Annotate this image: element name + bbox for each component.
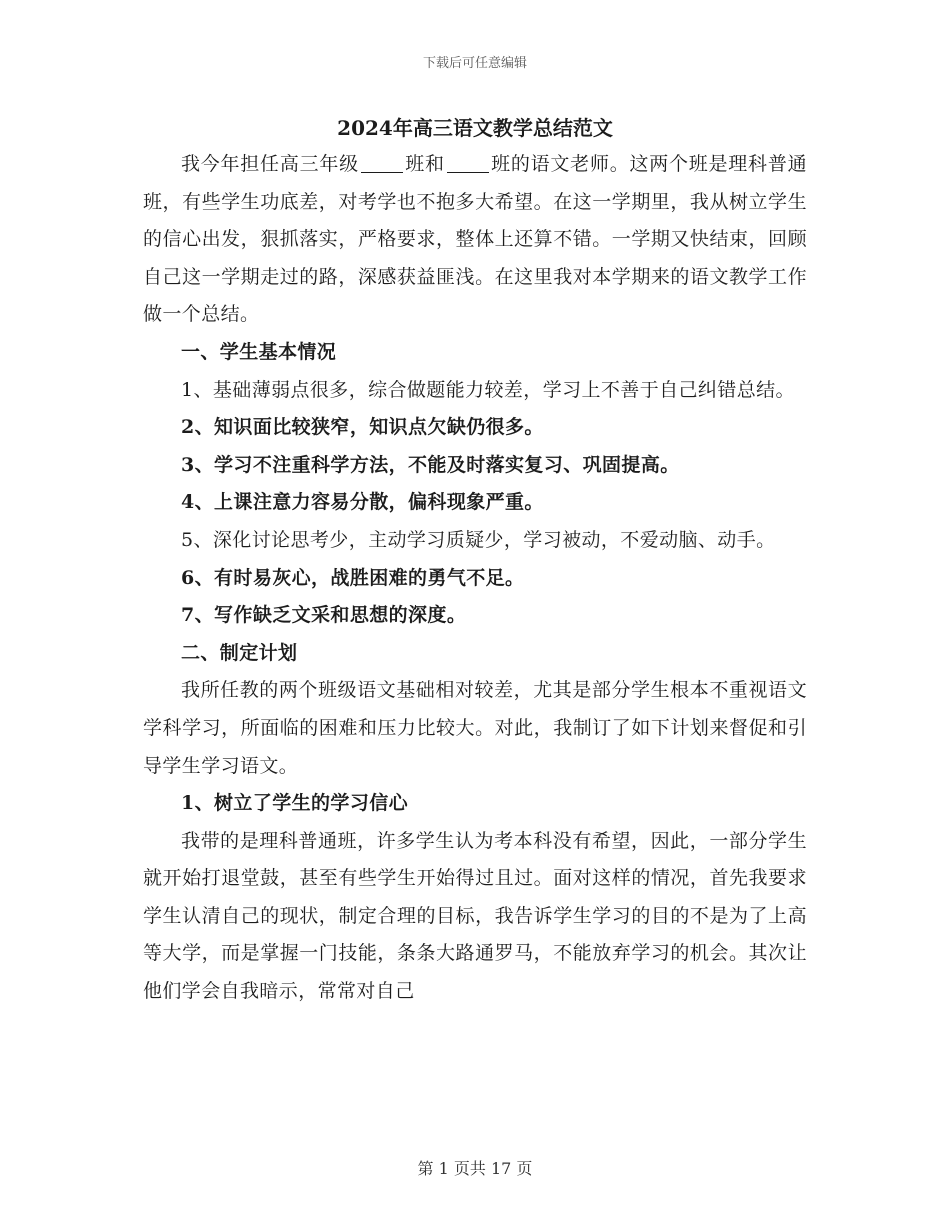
list-item: 1、基础薄弱点很多，综合做题能力较差，学习上不善于自己纠错总结。 [181,378,795,401]
blank-class-2 [447,153,489,173]
subsection-paragraph: 我带的是理科普通班，许多学生认为考本科没有希望，因此，一部分学生就开始打退堂鼓，甚至有些学生开始得过且过。面对这样的情况，首先我要求学生认清自己的现状，制定合理的目标，我告诉学生学习的目的不是为了上高等大学，而是掌握一门技能，条条大路通罗马，不能放弃学习的机会。其次让他们学会自我暗示，常常对自己 [143,829,807,1003]
list-item: 6、有时易灰心，战胜困难的勇气不足。 [181,566,525,589]
subsection-heading: 1、树立了学生的学习信心 [181,792,409,815]
list-item: 4、上课注意力容易分散，偏科现象严重。 [181,491,544,514]
list-item: 2、知识面比较狭窄，知识点欠缺仍很多。 [181,416,544,439]
list-item: 5、深化讨论思考少，主动学习质疑少，学习被动，不爱动脑、动手。 [181,528,776,551]
intro-paragraph: 我今年担任高三年级 班和 班的语文老师。这两个班是理科普通班，有些学生功底差，对考学也不抱多大希望。在这一学期里，我从树立学生的信心出发，狠抓落实，严格要求，整体上还算不错。一学期又快结束，回顾自己这一学期走过的路，深感获益匪浅。在这里我对本学期来的语文教学工作做一个总结。 [143,153,807,326]
list-item: 3、学习不注重科学方法，不能及时落实复习、巩固提高。 [181,453,680,476]
blank-class-1 [361,153,403,173]
page-header: 下载后可任意编辑 [422,56,527,71]
list-item: 7、写作缺乏文采和思想的深度。 [181,604,467,627]
page-footer: 第 1 页共 17 页 [417,1159,533,1178]
document-title: 2024年高三语文教学总结范文 [337,116,613,140]
section2-heading: 二、制定计划 [181,641,298,664]
section2-paragraph: 我所任教的两个班级语文基础相对较差，尤其是部分学生根本不重视语文学科学习，所面临的困难和压力比较大。对此，我制订了如下计划来督促和引导学生学习语文。 [143,679,807,777]
document-body [143,112,807,1011]
section1-heading: 一、学生基本情况 [181,340,337,363]
